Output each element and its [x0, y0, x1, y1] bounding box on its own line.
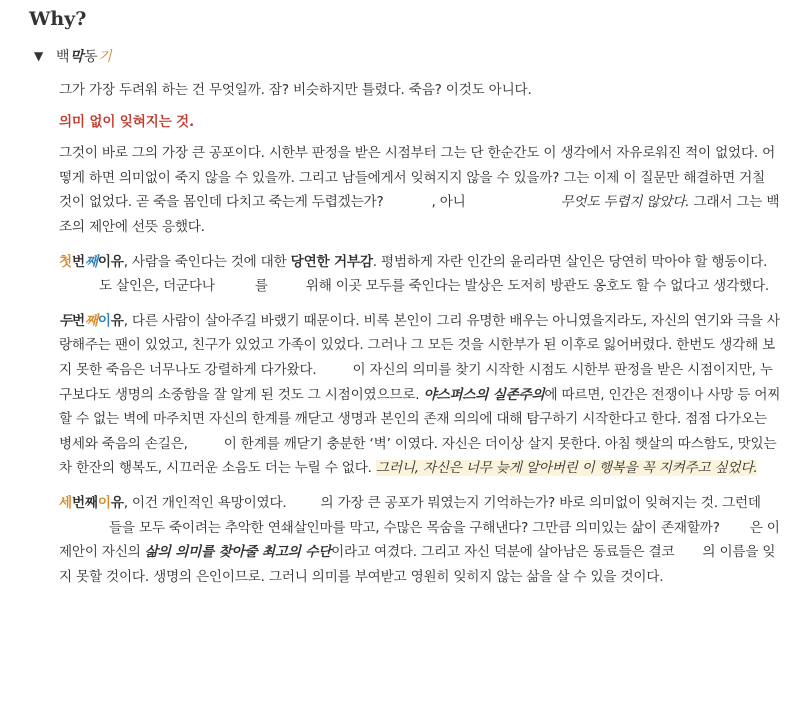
redacted-blank	[268, 277, 306, 291]
marker-char: 세	[59, 494, 72, 511]
text-span: , 이건 개인적인 욕망이였다.	[123, 494, 287, 511]
text-span: 의 이름을 잊지 못할 것이다. 생명의 은인이므로. 그러니 의미를 부여받고 영원히 잊히지 않는 삶을 살 수 있을 것이다.	[59, 544, 776, 585]
italic-text: 무엇도 두렵지 않았다.	[560, 194, 690, 211]
marker-char: 째	[84, 312, 98, 329]
marker-char: 첫	[59, 253, 72, 270]
redacted-blank	[215, 277, 255, 291]
text-span: 이 자신의 의미를 찾기 시작한 시점도 시한부 판정을 받은 시점이지만, 누구보다도 생명의 소중함을 잘 알게 된 것도 그 시점이였으므로.	[59, 361, 773, 403]
text-span: 이 한계를 깨닫기 충분한 ‘벽’ 이였다. 자신은 더이상 살지 못한다. 아침 햇살의 따스함도, 맛있는 차 한잔의 행복도, 시끄러운 소음도 더는 누릴 수 없다.	[59, 435, 777, 477]
marker-char: 이	[97, 494, 111, 511]
toggle-block[interactable]	[34, 46, 112, 66]
marker-char: 번	[71, 494, 85, 511]
redacted-blank	[188, 434, 224, 448]
text-span: , 아니	[431, 194, 466, 211]
text-span: 의 가장 큰 공포가 뭐였는지 기억하는가? 바로 의미없이 잊혀지는 것. 그런데	[320, 494, 761, 511]
redacted-blank	[720, 518, 750, 532]
marker-char: 이	[97, 312, 111, 329]
marker-char: 번	[71, 312, 85, 329]
text-span: 그것이 바로 그의 가장 큰 공포이다. 시한부 판정을 받은 시점부터 그는 단 한순간도 이 생각에서 자유로워진 적이 없었다. 어떻게 하면 의미없이 죽지 않을 수 있을까. 그리고 남들에게서 잊혀지지 않을 수 있을까? 그는 이제 이 질문만 해결하면 거칠 것이 없었다. 곧 죽을 몸인데 다치고 죽는게 두렵겠는가?	[59, 145, 776, 211]
text-span: 도 살인은, 더군다나	[99, 278, 215, 295]
text-span: , 사람을 죽인다는 것에 대한	[123, 253, 291, 270]
toggle-triangle-icon[interactable]: ▼	[34, 49, 44, 63]
toggle-label-char-3: 동	[84, 49, 99, 65]
marker-char: 유	[110, 253, 124, 270]
paragraph-third-reason	[59, 491, 781, 589]
text-span: 은 이 제안이 자신의	[59, 519, 780, 561]
marker-char: 유	[110, 312, 124, 329]
bold-text: 당연한 거부감	[290, 253, 373, 270]
marker-char: 번	[71, 253, 85, 270]
redacted-blank	[383, 193, 431, 207]
text-span: 를	[254, 278, 268, 295]
redacted-blank	[674, 543, 702, 557]
redacted-blank	[287, 493, 321, 507]
toggle-label[interactable]	[56, 46, 112, 66]
marker-char: 유	[110, 494, 124, 511]
redacted-blank	[59, 518, 109, 532]
text-span: , 다른 사람이 살아주길 바랬기 때문이다. 비록 본인이 그리 유명한 배우는 아니였을지라도, 자신의 연기와 극을 사랑해주는 팬이 있었고, 친구가 있었고 가족이 있었다. 그러나 그 모든 것을 시한부가 된 이후로 잃어버렸다. 한번도 생각해 보지 못한 죽음은 너무나도 강렬하게 다가왔다.	[59, 312, 780, 378]
paragraph-intro: 그가 가장 두려워 하는 건 무엇일까. 잠? 비슷하지만 틀렸다. 죽음? 이것도 아니다.	[59, 82, 532, 98]
highlighted-text: 그러니, 자신은 너무 늦게 알아버린 이 행복을 꼭 지켜주고 싶었다.	[375, 460, 758, 477]
text-span: 들을 모두 죽이려는 추악한 연쇄살인마를 막고, 수많은 목숨을 구해낸다? 그만큼 의미있는 삶이 존재할까?	[109, 519, 720, 536]
toggle-label-char-4: 기	[98, 49, 113, 65]
paragraph-second-reason	[59, 309, 781, 481]
toggle-label-char-1: 백	[56, 49, 71, 65]
italic-bold-text: 삶의 의미를 찾아줄 최고의 수단	[144, 544, 332, 561]
page-heading: Why?	[29, 8, 87, 30]
marker-char: 째	[84, 253, 98, 270]
redacted-blank	[59, 277, 99, 291]
text-span: 위해 이곳 모두를 죽인다는 발상은 도저히 방관도 옹호도 할 수 없다고 생각했다.	[305, 278, 770, 295]
text-span: . 평범하게 자란 인간의 윤리라면 살인은 당연히 막아야 할 행동이다.	[372, 253, 768, 270]
paragraph-first-reason	[59, 250, 781, 299]
text-span: 에 따르면, 인간은 전쟁이나 사망 등 어찌할 수 없는 벽에 마주치면 자신의 한계를 깨닫고 생명과 본인의 존재 의의에 대해 탐구하기 시작한다고 한다. 점점 다가오는 병세와 죽음의 손길은,	[59, 386, 781, 452]
paragraph-fear	[59, 141, 781, 239]
marker-char: 째	[84, 494, 98, 511]
marker-char: 두	[59, 312, 72, 329]
redacted-blank	[317, 360, 353, 374]
toggle-label-char-2: 막	[70, 49, 85, 65]
toggle-content	[59, 78, 781, 599]
text-span: 그래서 그는 백조의 제안에 선뜻 응했다.	[59, 194, 780, 235]
italic-bold-text: 야스퍼스의 실존주의	[423, 386, 545, 403]
redacted-blank	[466, 193, 561, 207]
paragraph-key-fear: 의미 없이 잊혀지는 것.	[59, 113, 194, 130]
marker-char: 이	[97, 253, 111, 270]
text-span: 이라고 여겼다. 그리고 자신 덕분에 살아남은 동료들은 결코	[331, 544, 675, 561]
